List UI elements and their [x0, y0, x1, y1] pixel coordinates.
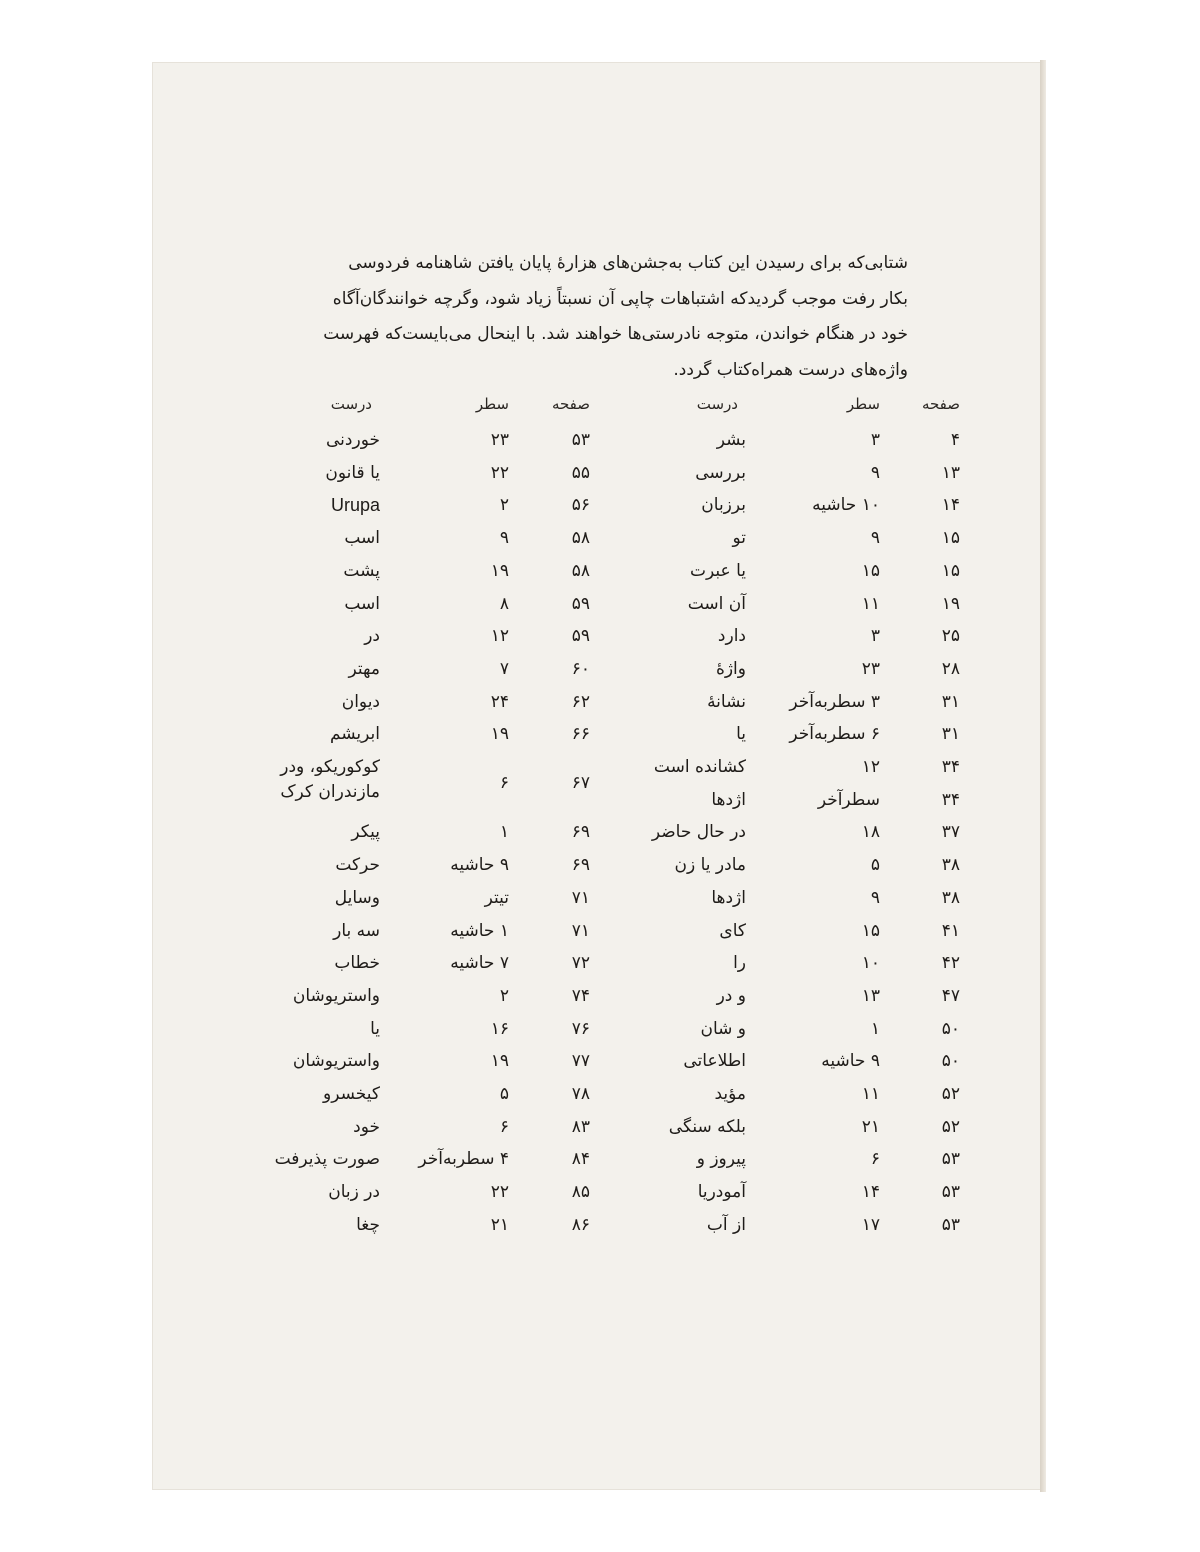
errata-correct-cell: کشانده است: [653, 757, 746, 777]
errata-correct-cell: حرکت: [335, 855, 380, 876]
errata-correct-cell: Urupa: [330, 495, 380, 516]
header-line: سطر: [846, 395, 880, 413]
errata-page-cell: ۸۵: [571, 1182, 590, 1203]
errata-page-cell: ۵۳: [571, 430, 590, 450]
errata-line-cell: ۱۹: [490, 560, 509, 581]
errata-page-cell: ۶۰: [571, 658, 590, 679]
errata-line-cell: ۹: [870, 528, 880, 549]
errata-line-cell: ۳: [870, 626, 880, 647]
errata-page-cell: ۳۴: [941, 789, 960, 810]
errata-correct-cell: یا عبرت: [690, 560, 746, 581]
errata-correct-cell: و در: [716, 985, 746, 1006]
errata-line-cell: ۱ حاشیه: [450, 920, 509, 941]
errata-page-cell: ۳۷: [941, 822, 960, 843]
errata-line-cell: ۲: [499, 985, 509, 1006]
errata-line-cell: ۱۲: [490, 626, 509, 647]
errata-line-cell: ۹ حاشیه: [450, 855, 509, 876]
errata-page-cell: ۱۴: [941, 495, 960, 516]
errata-line-cell: ۲۱: [861, 1116, 880, 1137]
errata-line-cell: ۵: [499, 1084, 509, 1104]
errata-line-cell: ۲۳: [490, 430, 509, 450]
errata-page-cell: ۷۱: [571, 887, 590, 908]
errata-line-cell: ۲۲: [490, 1182, 509, 1203]
errata-page-cell: ۷۴: [571, 985, 590, 1006]
errata-page-cell: ۶۲: [571, 691, 590, 712]
errata-correct-cell: آمودریا: [697, 1182, 746, 1203]
errata-page-cell: ۸۴: [571, 1149, 590, 1170]
errata-page-cell: ۴۷: [941, 985, 960, 1006]
errata-page-cell: ۵۹: [571, 593, 590, 614]
errata-correct-cell: پیکر: [351, 822, 380, 843]
errata-line-cell: ۱۳: [861, 985, 880, 1006]
errata-correct-cell: واستریوشان: [292, 1051, 380, 1072]
errata-correct-cell: مؤید: [714, 1084, 746, 1104]
errata-page-cell: ۱۵: [941, 528, 960, 549]
errata-line-cell: ۱۹: [490, 724, 509, 745]
errata-correct-cell: واژهٔ: [715, 658, 746, 679]
errata-page-cell: ۳۱: [941, 691, 960, 712]
errata-line-cell: ۱: [499, 822, 509, 843]
errata-line-cell: ۱۶: [490, 1018, 509, 1039]
errata-line-cell: ۷ حاشیه: [450, 953, 509, 974]
errata-correct-cell: خوردنی: [326, 430, 380, 450]
header-correct: درست: [330, 395, 372, 413]
errata-line-cell: ۱۹: [490, 1051, 509, 1072]
errata-page-cell: ۵۳: [941, 1149, 960, 1170]
errata-page-cell: ۵۲: [941, 1116, 960, 1137]
errata-correct-cell: واستریوشان: [292, 985, 380, 1006]
header-line: سطر: [475, 395, 509, 413]
errata-correct-cell: برزبان: [701, 495, 746, 516]
errata-correct-cell: کای: [719, 920, 746, 941]
errata-line-cell: ۳ سطربه‌آخر: [789, 691, 880, 712]
errata-correct-cell: سه بار: [333, 920, 380, 941]
errata-correct-cell: اژدها: [711, 789, 746, 810]
errata-correct-cell: مهتر: [348, 658, 380, 679]
errata-line-cell: ۹ حاشیه: [821, 1051, 880, 1072]
header-page: صفحه: [921, 395, 960, 413]
errata-correct-cell: مادر یا زن: [674, 855, 746, 876]
errata-correct-cell: کیخسرو: [323, 1084, 380, 1104]
errata-correct-cell: خطاب: [334, 953, 380, 974]
errata-correct-cell: اطلاعاتی: [683, 1051, 746, 1072]
intro-line: خود در هنگام خواندن، متوجه نادرستی‌ها خواهند شد. با اینحال می‌بایست‌که فهرست: [323, 324, 908, 344]
errata-page-cell: ۸۳: [571, 1116, 590, 1137]
errata-correct-cell: در زبان: [328, 1182, 380, 1203]
errata-line-cell: ۱۴: [861, 1182, 880, 1203]
errata-line-cell: ۶: [499, 773, 509, 794]
errata-page-cell: ۵۸: [571, 560, 590, 581]
intro-line: بکار رفت موجب گردیدکه اشتباهات چاپی آن نسبتاً زیاد شود، وگرچه خوانندگان‌آگاه: [332, 288, 908, 309]
errata-line-cell: ۱۰: [861, 953, 880, 974]
errata-correct-cell: یا: [736, 724, 746, 745]
errata-correct-cell: اسب: [344, 593, 380, 614]
errata-line-cell: ۱: [870, 1018, 880, 1039]
errata-correct-cell: نشانهٔ: [707, 691, 746, 712]
errata-line-cell: ۹: [870, 462, 880, 483]
errata-page-cell: ۶۹: [571, 855, 590, 876]
errata-line-cell: ۲۴: [490, 691, 509, 712]
errata-page-cell: ۳۱: [941, 724, 960, 745]
errata-correct-cell: در: [364, 626, 380, 647]
errata-page-cell: ۵۲: [941, 1084, 960, 1104]
errata-correct-cell: چغا: [356, 1214, 380, 1235]
errata-correct-cell: کوکوریکو، ودر مازندران کرک: [280, 757, 380, 802]
errata-line-cell: ۱۲: [861, 757, 880, 777]
errata-page-cell: ۶۹: [571, 822, 590, 843]
header-page: صفحه: [551, 395, 590, 413]
intro-line: شتابی‌که برای رسیدن این کتاب به‌جشن‌های هزارهٔ پایان یافتن شاهنامه فردوسی: [348, 253, 908, 273]
errata-line-cell: تیتر: [484, 887, 509, 908]
errata-line-cell: ۴ سطربه‌آخر: [418, 1149, 509, 1170]
errata-page-cell: ۷۱: [571, 920, 590, 941]
errata-line-cell: ۱۸: [861, 822, 880, 843]
errata-page-cell: ۵۳: [941, 1182, 960, 1203]
errata-page-cell: ۵۰: [941, 1018, 960, 1039]
errata-correct-cell: خود: [353, 1116, 380, 1137]
errata-page-cell: ۱۳: [941, 462, 960, 483]
errata-page-cell: ۶۷: [571, 773, 590, 794]
errata-correct-cell: صورت پذیرفت: [274, 1149, 380, 1170]
header-correct: درست: [696, 395, 738, 413]
errata-line-cell: ۹: [870, 887, 880, 908]
errata-correct-cell: آن است: [687, 593, 746, 614]
errata-line-cell: ۱۷: [861, 1214, 880, 1235]
errata-page-cell: ۳۴: [941, 757, 960, 777]
errata-page-cell: ۴۱: [941, 920, 960, 941]
errata-correct-cell: وسایل: [334, 887, 380, 908]
errata-line-cell: ۶: [499, 1116, 509, 1137]
errata-line-cell: ۲۲: [490, 462, 509, 483]
errata-line-cell: ۱۱: [861, 1084, 880, 1104]
errata-page-cell: ۳۸: [941, 855, 960, 876]
errata-line-cell: ۲: [499, 495, 509, 516]
errata-correct-cell: را: [733, 953, 746, 974]
errata-page-cell: ۲۸: [941, 658, 960, 679]
errata-line-cell: ۶: [870, 1149, 880, 1170]
errata-correct-cell: دیوان: [341, 691, 380, 712]
errata-line-cell: ۱۱: [861, 593, 880, 614]
errata-correct-cell: اسب: [344, 528, 380, 549]
errata-page-cell: ۷۶: [571, 1018, 590, 1039]
errata-line-cell: ۱۰ حاشیه: [812, 495, 880, 516]
errata-page-cell: ۶۶: [571, 724, 590, 745]
errata-correct-cell: پشت: [343, 560, 380, 581]
errata-line-cell: ۱۵: [861, 920, 880, 941]
errata-page-cell: ۵۸: [571, 528, 590, 549]
errata-page-cell: ۵۹: [571, 626, 590, 647]
errata-correct-cell: بلکه سنگی: [668, 1116, 746, 1137]
errata-page-cell: ۸۶: [571, 1214, 590, 1235]
errata-line-cell: ۳: [870, 430, 880, 450]
errata-line-cell: ۲۱: [490, 1214, 509, 1235]
errata-line-cell: ۹: [499, 528, 509, 549]
errata-correct-cell: ابریشم: [329, 724, 380, 745]
errata-page-cell: ۷۷: [571, 1051, 590, 1072]
errata-page-cell: ۴: [950, 430, 960, 450]
errata-correct-cell: بشر: [716, 430, 746, 450]
errata-page-cell: ۲۵: [941, 626, 960, 647]
errata-page-cell: ۵۳: [941, 1214, 960, 1235]
errata-page-cell: ۳۸: [941, 887, 960, 908]
errata-line-cell: ۲۳: [861, 658, 880, 679]
errata-line-cell: ۵: [870, 855, 880, 876]
errata-page-cell: ۵۰: [941, 1051, 960, 1072]
errata-correct-cell: دارد: [717, 626, 746, 647]
errata-page-cell: ۷۸: [571, 1084, 590, 1104]
errata-page-cell: ۵۶: [571, 495, 590, 516]
errata-page-cell: ۱۵: [941, 560, 960, 581]
page-edge: [1040, 60, 1046, 1492]
errata-correct-cell: و شان: [700, 1018, 746, 1039]
errata-line-cell: سطرآخر: [817, 789, 880, 810]
errata-correct-cell: در حال حاضر: [651, 822, 746, 843]
errata-correct-cell: از آب: [706, 1214, 746, 1235]
errata-correct-cell: تو: [732, 528, 746, 549]
errata-correct-cell: یا قانون: [325, 462, 380, 483]
errata-introduction: [248, 246, 908, 388]
errata-correct-cell: یا: [370, 1018, 380, 1039]
errata-line-cell: ۶ سطربه‌آخر: [789, 724, 880, 745]
errata-page-cell: ۱۹: [941, 593, 960, 614]
errata-correct-cell: پیروز و: [696, 1149, 746, 1170]
errata-line-cell: ۱۵: [861, 560, 880, 581]
errata-line-cell: ۷: [499, 658, 509, 679]
errata-line-cell: ۸: [499, 593, 509, 614]
errata-table: [250, 394, 970, 1254]
errata-correct-cell: بررسی: [695, 462, 746, 483]
intro-line: واژه‌های درست همراه‌کتاب گردد.: [673, 359, 908, 380]
errata-page-cell: ۷۲: [571, 953, 590, 974]
errata-correct-cell: اژدها: [711, 887, 746, 908]
errata-page-cell: ۴۲: [941, 953, 960, 974]
errata-page-cell: ۵۵: [571, 462, 590, 483]
